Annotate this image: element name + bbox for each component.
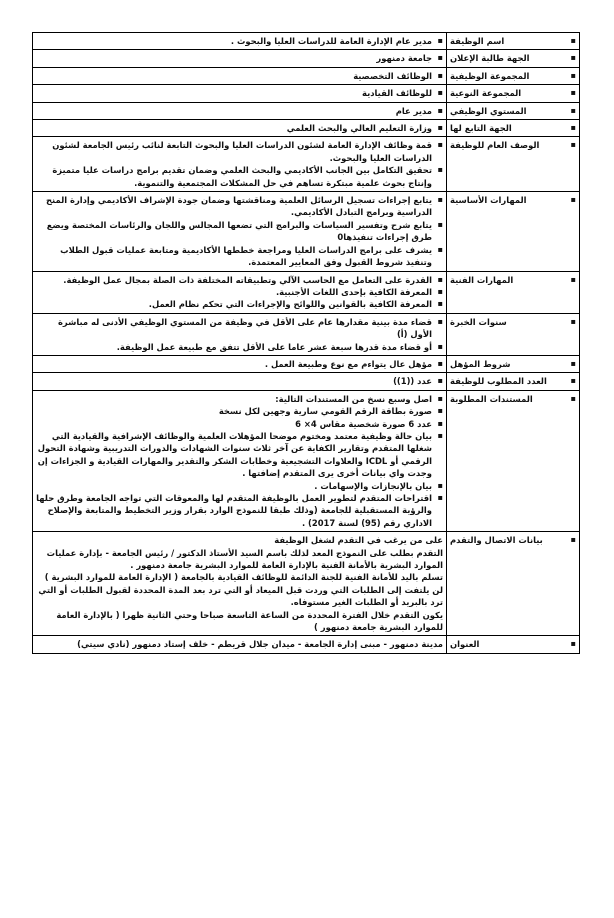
table-row — [33, 50, 580, 67]
square-bullet-icon: ▪ — [570, 316, 576, 326]
list-item: ▪ اقتراحات المتقدم لتطوير العمل بالوظيفة المتقدم لها والمعوقات التي تواجه الجامعة وطرق حلها والرؤية المستقبلية للجامعة (وذلك طبقا للنموذج الوارد بقرار وزير التخطيط والمتابعة والإصلاح الاداري رقم (95) لسنة 2017) . — [36, 492, 443, 529]
list-item: ▪ المعرفة الكافية بالقوانين واللوائح والإجراءات التي تحكم نظام العمل. — [36, 298, 443, 310]
table-row — [33, 636, 580, 653]
table-row — [33, 102, 580, 119]
field-value-cell — [33, 137, 447, 192]
value-paragraph: على من يرغب في التقدم لشغل الوظيفة — [274, 535, 443, 546]
square-bullet-icon: ▪ — [570, 195, 576, 205]
field-label: الجهة طالبة الإعلان — [450, 53, 530, 64]
table-row — [33, 67, 580, 84]
field-label-cell — [447, 373, 580, 390]
field-label-cell — [447, 120, 580, 137]
table-row — [33, 373, 580, 390]
value-list — [36, 139, 443, 189]
field-label-cell — [447, 137, 580, 192]
value-list — [36, 105, 443, 117]
field-label-cell — [447, 85, 580, 102]
list-item: ▪ اصل وسبع نسخ من المستندات التالية: — [36, 393, 443, 405]
table-row — [33, 192, 580, 271]
field-label: الوصف العام للوظيفة — [450, 140, 540, 151]
value-list — [36, 70, 443, 82]
table-row — [33, 120, 580, 137]
field-value-cell — [33, 390, 447, 531]
field-label-cell — [447, 67, 580, 84]
field-label-cell — [447, 313, 580, 355]
field-label: المهارات الأساسية — [450, 195, 527, 206]
field-value-cell — [33, 636, 447, 653]
field-label: الجهة التابع لها — [450, 123, 512, 134]
list-item: ▪ يتابع إجراءات تسجيل الرسائل العلمية ومناقشتها وضمان جودة الإشراف الأكاديمي وإدارة المنح الدراسية وبرامج التبادل الأكاديمي. — [36, 194, 443, 219]
table-row — [33, 355, 580, 372]
table-row — [33, 390, 580, 531]
field-value-cell — [33, 192, 447, 271]
square-bullet-icon: ▪ — [570, 53, 576, 63]
table-row — [33, 271, 580, 313]
list-item: ▪ عدد 6 صورة شخصية مقاس 4× 6 — [36, 418, 443, 430]
value-list — [36, 316, 443, 353]
list-item: ▪ صورة بطاقة الرقم القومي سارية وجهين لكل نسخة — [36, 405, 443, 417]
list-item: ▪ الوظائف التخصصية — [36, 70, 443, 82]
field-label: المستندات المطلوبة — [450, 393, 533, 404]
list-item: ▪ مدير عام الإدارة العامة للدراسات العليا والبحوث . — [36, 35, 443, 47]
job-details-table — [32, 32, 580, 654]
list-item: ▪ تحقيق التكامل بين الجانب الأكاديمي والبحث العلمي وضمان تقديم برامج دراسات عليا متميزة وإنتاج بحوث علمية مبتكرة تساهم في حل المشكلات المجتمعية والتنموية. — [36, 164, 443, 189]
value-list — [36, 393, 443, 529]
table-row — [33, 33, 580, 50]
field-label: سنوات الخبرة — [450, 316, 507, 327]
list-item: ▪ يتابع شرح وتفسير السياسات والبرامج التي تضعها المجالس واللجان والرئاسات المختصة ويضع طرق إجراءات تنفيذها0 — [36, 219, 443, 244]
field-value-cell — [33, 355, 447, 372]
field-value-cell — [33, 67, 447, 84]
list-item: ▪ يشرف على برامج الدراسات العليا ومراجعة خططها الأكاديمية ومتابعة عمليات قبول الطلاب وتنفيذ شروط القبول وفق المعايير المعتمدة. — [36, 244, 443, 269]
value-list — [36, 358, 443, 370]
table-row — [33, 85, 580, 102]
square-bullet-icon: ▪ — [570, 105, 576, 115]
field-label: بيانات الاتصال والتقدم — [450, 535, 543, 546]
list-item: ▪ بيان حالة وظيفية معتمد ومختوم موضحا المؤهلات العلمية والوظائف الإشرافية والقيادية التي شغلها المتقدم وتقارير الكفاية عن آخر ثلاث سنوات الشهادات والدورات التدريبية وشهادة التحول الرقمي أو ICDL والعلاوات التشجيعية وخطابات الشكر والتقدير والمهارات القيادية و الجزاءات إن وجدت واي بيانات أخرى يرى المتقدم إضافتها . — [36, 430, 443, 480]
square-bullet-icon: ▪ — [570, 123, 576, 133]
field-label: المجموعة النوعية — [450, 88, 522, 99]
table-row — [33, 532, 580, 636]
value-paragraph: يكون التقدم خلال الفترة المحددة من الساعة التاسعة صباحا وحتي الثانية ظهرا ( بالإدارة العامة للموارد البشرية جامعة دمنهور ) — [56, 609, 443, 633]
list-item: ▪ عدد ((1)) — [36, 375, 443, 387]
list-item: ▪ المعرفة الكافية بإحدى اللغات الأجنبية. — [36, 286, 443, 298]
value-paragraph: التقدم بطلب على النموذج المعد لذلك باسم السيد الأستاذ الدكتور / رئيس الجامعة - بإدارة عمليات الموارد البشرية بالأمانة الفنية بالإدارة العامة للموارد البشرية جامعة دمنهور . — [46, 547, 443, 571]
square-bullet-icon: ▪ — [570, 70, 576, 80]
table-row — [33, 137, 580, 192]
field-value-cell — [33, 102, 447, 119]
list-item: ▪ مؤهل عال يتواءم مع نوع وطبيعة العمل . — [36, 358, 443, 370]
value-list — [36, 274, 443, 311]
field-label-cell — [447, 636, 580, 653]
field-value-cell — [33, 532, 447, 636]
value-list — [36, 194, 443, 268]
field-label: اسم الوظيفة — [450, 36, 505, 46]
square-bullet-icon: ▪ — [570, 36, 576, 45]
square-bullet-icon: ▪ — [570, 140, 576, 150]
value-paragraph: تسلم باليد للأمانة الفنية للجنة الدائمة للوظائف القيادية بالجامعة ( الإدارة العامة للموارد البشرية ) — [44, 572, 443, 583]
field-label-cell — [447, 50, 580, 67]
list-item: ▪ وزارة التعليم العالي والبحث العلمي — [36, 122, 443, 134]
square-bullet-icon: ▪ — [570, 376, 576, 386]
value-paragraph: مدينة دمنهور - مبنى إدارة الجامعة - ميدان جلال قريطم - خلف إستاد دمنهور (نادي سيتي) — [77, 639, 443, 650]
field-label: المستوي الوظيفي — [450, 105, 527, 116]
value-paragraph: لن يلتفت إلى الطلبات التي وردت قبل الميعاد أو التي ترد بعد المدة المحددة لقبول الطلبات أو التي ترد بالبريد أو الطلبات الغير مستوفاه. — [38, 584, 443, 608]
list-item: ▪ قضاء مدة بينية مقدارها عام على الأقل في وظيفة من المستوي الوظيفي الأدنى له مباشرة الأول (أ) — [36, 316, 443, 341]
job-announcement-document — [32, 32, 580, 654]
field-value-cell — [33, 33, 447, 50]
field-value-cell — [33, 50, 447, 67]
square-bullet-icon: ▪ — [570, 274, 576, 284]
field-value-cell — [33, 85, 447, 102]
field-label: المجموعة الوظيفية — [450, 70, 530, 81]
value-list — [36, 87, 443, 99]
square-bullet-icon: ▪ — [570, 639, 576, 649]
square-bullet-icon: ▪ — [570, 88, 576, 98]
list-item: ▪ جامعة دمنهور — [36, 52, 443, 64]
field-label: شروط المؤهل — [450, 358, 511, 369]
value-list — [36, 375, 443, 387]
field-label-cell — [447, 192, 580, 271]
field-value-cell — [33, 373, 447, 390]
field-value-cell — [33, 120, 447, 137]
list-item: ▪ القدرة على التعامل مع الحاسب الآلي وتطبيقاته المختلفة ذات الصلة بمجال عمل الوظيفة. — [36, 274, 443, 286]
list-item: ▪ قمة وظائف الإدارة العامة لشئون الدراسات العليا والبحوث التابعة لنائب رئيس الجامعة لشئون الدراسات العليا والبحوث. — [36, 139, 443, 164]
list-item: ▪ مدير عام — [36, 105, 443, 117]
table-row — [33, 313, 580, 355]
list-item: ▪ للوظائف القيادية — [36, 87, 443, 99]
square-bullet-icon: ▪ — [570, 535, 576, 545]
field-value-cell — [33, 313, 447, 355]
value-list — [36, 52, 443, 64]
field-label: العدد المطلوب للوظيفة — [450, 376, 547, 387]
list-item: ▪ أو قضاء مدة قدرها سبعة عشر عاما على الأقل تتفق مع طبيعة عمل الوظيفة. — [36, 341, 443, 353]
field-value-cell — [33, 271, 447, 313]
value-list — [36, 35, 443, 47]
field-label: المهارات الفنية — [450, 274, 514, 285]
field-label-cell — [447, 355, 580, 372]
field-label-cell — [447, 33, 580, 50]
field-label-cell — [447, 532, 580, 636]
field-label-cell — [447, 390, 580, 531]
value-list — [36, 122, 443, 134]
field-label: العنوان — [450, 639, 480, 650]
square-bullet-icon: ▪ — [570, 358, 576, 368]
field-label-cell — [447, 271, 580, 313]
square-bullet-icon: ▪ — [570, 393, 576, 403]
field-label-cell — [447, 102, 580, 119]
list-item: ▪ بيان بالإنجازات والإسهامات . — [36, 480, 443, 492]
